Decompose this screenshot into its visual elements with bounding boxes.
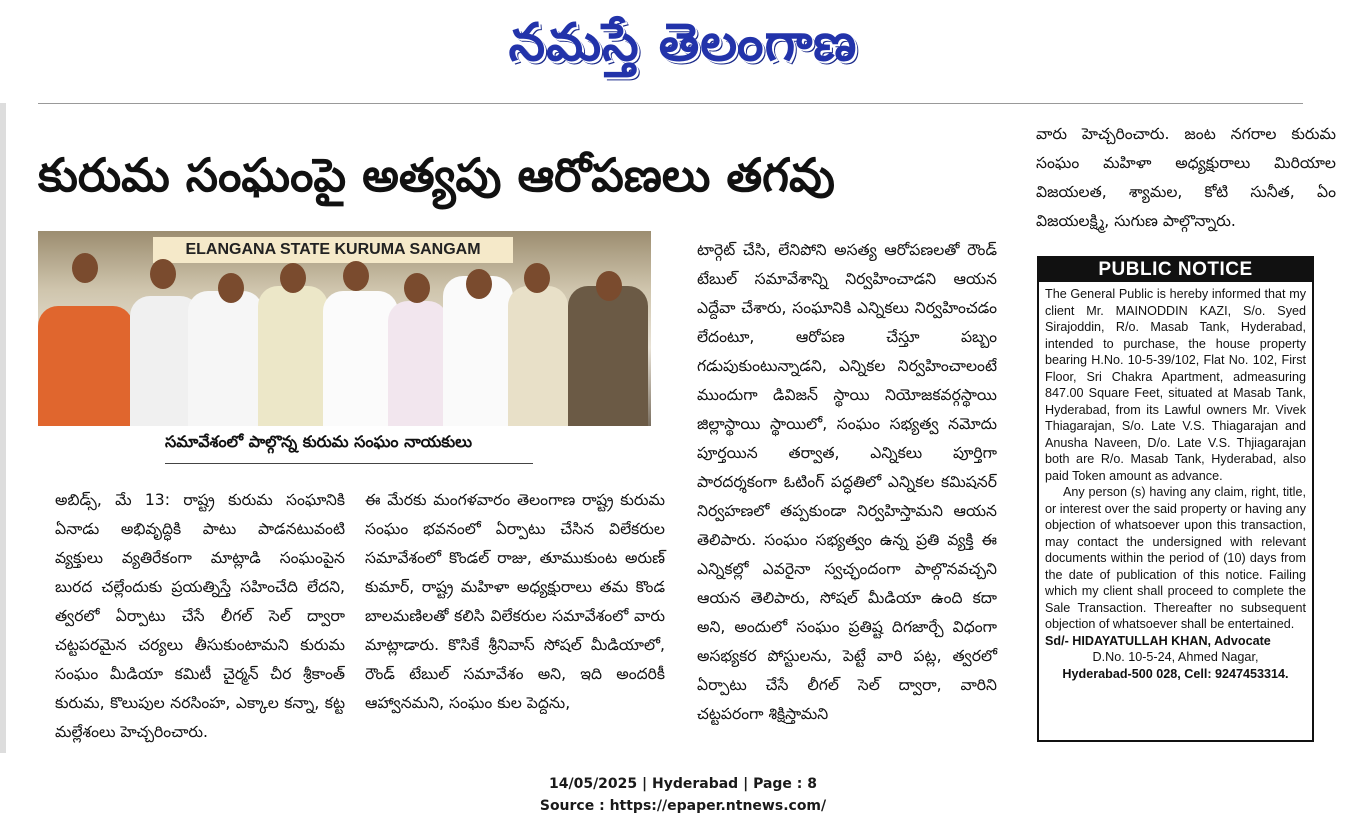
photo-person-head [280,263,306,293]
public-notice-paragraph: Any person (s) having any claim, right, title, or interest over the said property or having any objection of whatsoever upon this transaction, may contact the undersigned with relevant documents within the period of (10) days from the date of publication of this notice. Failing which my client shall proceed to complete the Sale Transaction. Thereafter no subsequent objection of whatsoever shall be entertained. [1045,485,1306,631]
public-notice-address: D.No. 10-5-24, Ahmed Nagar, [1092,650,1259,664]
public-notice-address: Hyderabad-500 028, Cell: 9247453314. [1062,666,1289,681]
photo-person-head [343,261,369,291]
photo-banner: ELANGANA STATE KURUMA SANGAM [153,237,513,263]
page-footer [0,773,1366,817]
public-notice-title: PUBLIC NOTICE [1039,258,1312,282]
article-column-4: వారు హెచ్చరించారు. జంట నగరాల కురుమ సంఘం మహిళా అధ్యక్షురాలు మిరియాల విజయలత, శ్యామల, కోటి సునీత, ఏం విజయలక్ష్మి, సుగుణ పాల్గొన్నారు. [1036,125,1336,230]
article-column-1: అబిడ్స్, మే 13: రాష్ట్ర కురుమ సంఘానికి ఏనాడు అభివృద్ధికి పాటు పాడనటువంటి వ్యక్తులు వ్యతిరేకంగా మాట్లాడి సంఘంపైన బురద చల్లేందుకు ప్రయత్నిస్తే సహించేది లేదని, త్వరలో ఏర్పాటు చేసే లీగల్ సెల్ ద్వారా చట్టపరమైన చర్యలు తీసుకుంటామని కురుమ సంఘం మీడియా కమిటీ చైర్మన్ చీర శ్రీకాంత్ కురుమ, కొలుపుల నరసింహ, ఎక్కాల కన్నా, కట్ట మల్లేశంలు హెచ్చరించారు. [55,491,345,741]
photo-person [323,291,398,426]
article-column-2: ఈ మేరకు మంగళవారం తెలంగాణ రాష్ట్ర కురుమ సంఘం భవనంలో ఏర్పాటు చేసిన విలేకరుల సమావేశంలో కొండల్ రాజు, తూముకుంట అరుణ్ కుమార్, రాష్ట్ర మహిళా అధ్యక్షురాలు తమ కొండ బాలమణిలతో కలిసి విలేకరుల సమావేశంలో వారు మాట్లాడారు. కొసికే శ్రీనివాస్ సోషల్ మీడియాలో, రౌండ్ టేబుల్ సమావేశం అని, ఇది అందరికీ ఆహ్వానమని, సంఘం కుల పెద్దను, [365,491,665,712]
public-notice-body [1039,282,1312,633]
photo-person [508,286,568,426]
page-edge [0,103,6,753]
photo-person [188,291,263,426]
photo-person [38,306,133,426]
article-photo [38,231,651,426]
masthead [0,0,1366,90]
photo-person [258,286,328,426]
photo-person [568,286,648,426]
article-headline: కురుమ సంఘంపై అత్యపు ఆరోపణలు తగవు [38,148,835,202]
public-notice-signature: Sd/- HIDAYATULLAH KHAN, Advocate [1045,633,1271,648]
photo-caption: సమావేశంలో పాల్గొన్న కురుమ సంఘం నాయకులు [165,432,473,451]
photo-person-head [524,263,550,293]
photo-person-head [150,259,176,289]
photo-person-head [466,269,492,299]
photo-person-head [72,253,98,283]
caption-rule [165,463,533,464]
photo-person [388,301,448,426]
masthead-rule [38,103,1303,104]
public-notice-paragraph: The General Public is hereby informed that my client Mr. MAINODDIN KAZI, S/o. Syed Sirajoddin, R/o. Masab Tank, Hyderabad, intended to purchase, the house property bearing H.No. 10-5-39/102, Flat No. 102, First Floor, Sri Chakra Apartment, admeasuring 847.00 Square Feet, situated at Masab Tank, Hyderabad, from its Lawful owners Mr. Vivek Thiagarajan, S/o. Late V.S. Thiagarajan and Anusha Naveen, D/o. Late V.S. Thjiagarajan both are R/o. Masab Tank, Hyderabad, also paid Token amount as advance. [1045,287,1306,483]
newspaper-logo: నమస్తే తెలంగాణ [508,13,858,73]
public-notice [1037,256,1314,742]
footer-date-page: 14/05/2025 | Hyderabad | Page : 8 [548,776,818,792]
photo-person-head [596,271,622,301]
footer-source-link[interactable]: Source : https://epaper.ntnews.com/ [539,798,827,814]
article-column-3: టార్గెట్ చేసి, లేనిపోని అసత్య ఆరోపణలతో రౌండ్ టేబుల్ సమావేశాన్ని నిర్వహించాడని ఆయన ఎద్దేవా చేశారు, సంఘానికి ఎన్నికలు నిర్వహించడం లేదంటూ, ఆరోపణ చేస్తూ పబ్బం గడుపుకుంటున్నాడని, ఎన్నికల నిర్వహించాలంటే ముందుగా డివిజన్ స్థాయి నియోజకవర్గస్థాయి జిల్లాస్థాయి స్థాయిలో, సంఘం సభ్యత్వ నమోదు పూర్తయిన తర్వాత, ఎన్నికలు పూర్తిగా పారదర్శకంగా ఓటింగ్ పద్ధతిలో ఎన్నికల కమిషనర్ నిర్వహణలో తప్పకుండా నిర్వహిస్తామని ఆయన తెలిపారు. సంఘం సభ్యత్వం ఉన్న ప్రతి వ్యక్తి ఈ ఎన్నికల్లో ఎవరైనా స్వచ్ఛందంగా పాల్గొనవచ్చని ఆయన తెలిపారు, సోషల్ మీడియా ఉంది కదా అని, అందులో సంఘం ప్రతిష్ట దిగజార్చే విధంగా అసభ్యకర పోస్టులను, పెట్టే వారి పట్ల, త్వరలో ఏర్పాటు చేసే లీగల్ సెల్ ద్వారా, వారిని చట్టపరంగా శిక్షిస్తామని [697,241,997,723]
photo-person-head [218,273,244,303]
photo-person-head [404,273,430,303]
